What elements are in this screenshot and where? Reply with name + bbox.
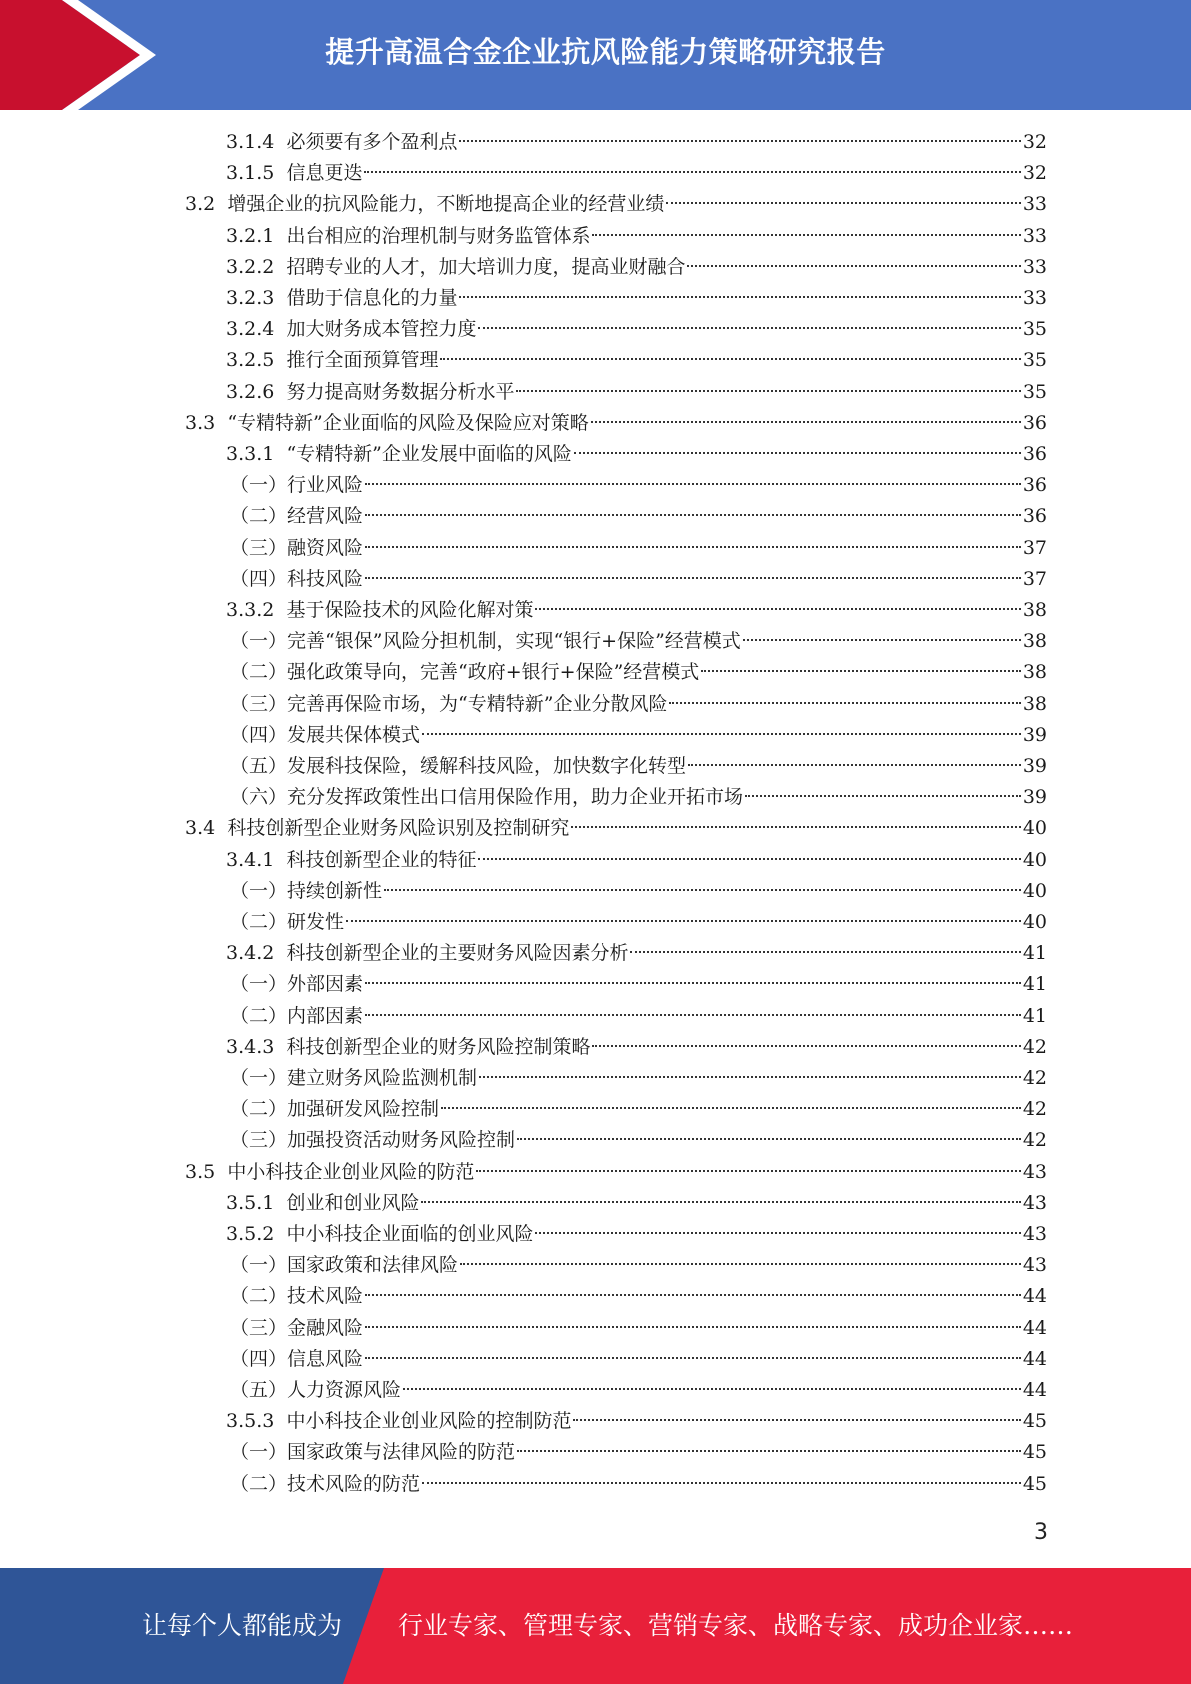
toc-dot-leader bbox=[476, 1169, 1020, 1172]
toc-entry-number: （二） bbox=[230, 911, 288, 933]
toc-entry-title: 努力提高财务数据分析水平 bbox=[286, 380, 515, 403]
toc-entry[interactable] bbox=[226, 595, 1047, 626]
toc-entry-number: 3.1.4 bbox=[226, 131, 275, 153]
toc-entry-number: 3.2.6 bbox=[226, 380, 275, 403]
toc-dot-leader bbox=[479, 1075, 1021, 1078]
toc-entry-number: 3.2.3 bbox=[226, 287, 275, 309]
toc-entry-number: （二） bbox=[230, 1472, 288, 1495]
toc-entry-title: 招聘专业的人才，加大培训力度，提高业财融合 bbox=[286, 255, 686, 278]
toc-entry-title: 完善“银保”风险分担机制，实现“银行+保险”经营模式 bbox=[287, 630, 741, 653]
toc-entry[interactable] bbox=[185, 189, 1047, 220]
toc-entry[interactable] bbox=[230, 564, 1047, 595]
toc-entry-title: 推行全面预算管理 bbox=[286, 349, 439, 372]
toc-entry-number: 3.4.3 bbox=[226, 1035, 275, 1058]
toc-entry[interactable] bbox=[230, 969, 1047, 1000]
toc-entry-title: 信息风险 bbox=[287, 1347, 364, 1370]
toc-entry-title: 国家政策与法律风险的防范 bbox=[287, 1441, 516, 1464]
toc-entry-number: （四） bbox=[230, 723, 288, 746]
toc-entry-page: 38 bbox=[1022, 692, 1047, 715]
toc-dot-leader bbox=[535, 1231, 1020, 1234]
toc-dot-leader bbox=[459, 139, 1020, 142]
toc-entry[interactable] bbox=[226, 221, 1047, 252]
toc-entry-number: 3.2.2 bbox=[226, 255, 275, 278]
toc-dot-leader bbox=[743, 638, 1021, 641]
toc-entry[interactable] bbox=[226, 439, 1047, 470]
toc-entry-page: 42 bbox=[1022, 1035, 1047, 1058]
toc-entry-page: 37 bbox=[1022, 536, 1047, 559]
toc-entry[interactable] bbox=[230, 876, 1047, 907]
toc-entry[interactable] bbox=[230, 1250, 1047, 1281]
toc-entry-page: 36 bbox=[1022, 411, 1047, 434]
toc-dot-leader bbox=[365, 545, 1021, 548]
toc-dot-leader bbox=[669, 701, 1020, 704]
toc-entry[interactable] bbox=[230, 689, 1047, 720]
toc-entry[interactable] bbox=[230, 657, 1047, 688]
toc-entry-title: 借助于信息化的力量 bbox=[286, 287, 458, 309]
toc-entry-page: 41 bbox=[1022, 942, 1047, 965]
toc-entry[interactable] bbox=[230, 1344, 1047, 1375]
toc-entry-number: （五） bbox=[230, 755, 288, 777]
toc-entry-page: 42 bbox=[1022, 1098, 1047, 1121]
toc-entry-title: 人力资源风险 bbox=[287, 1379, 402, 1401]
toc-dot-leader bbox=[365, 513, 1021, 516]
toc-dot-leader bbox=[701, 669, 1021, 672]
document-title: 提升高温合金企业抗风险能力策略研究报告 bbox=[325, 34, 886, 69]
toc-dot-leader bbox=[517, 1137, 1021, 1140]
toc-entry-page: 35 bbox=[1022, 380, 1047, 403]
toc-dot-leader bbox=[441, 1106, 1021, 1109]
toc-entry-number: 3.3.1 bbox=[226, 443, 275, 465]
toc-dot-leader bbox=[365, 981, 1021, 984]
toc-entry-page: 33 bbox=[1022, 224, 1047, 247]
toc-entry-page: 33 bbox=[1022, 193, 1047, 216]
toc-entry-title: 金融风险 bbox=[287, 1316, 364, 1339]
toc-entry-page: 32 bbox=[1022, 162, 1047, 185]
toc-entry-page: 43 bbox=[1022, 1160, 1047, 1183]
toc-entry-title: 必须要有多个盈利点 bbox=[286, 131, 458, 153]
toc-entry-page: 33 bbox=[1022, 287, 1047, 309]
toc-entry-number: （一） bbox=[230, 474, 288, 497]
toc-dot-leader bbox=[592, 1044, 1020, 1047]
toc-entry-title: 技术风险的防范 bbox=[287, 1472, 421, 1495]
toc-entry-number: 3.1.5 bbox=[226, 162, 275, 185]
toc-dot-leader bbox=[745, 794, 1021, 797]
toc-entry-title: 国家政策和法律风险 bbox=[287, 1254, 459, 1277]
toc-entry-number: 3.2.1 bbox=[226, 224, 275, 247]
toc-entry-number: 3.3.2 bbox=[226, 599, 275, 621]
toc-dot-leader bbox=[403, 1387, 1021, 1390]
toc-entry[interactable] bbox=[185, 408, 1047, 439]
toc-entry[interactable] bbox=[226, 283, 1047, 314]
toc-entry[interactable] bbox=[230, 501, 1047, 532]
toc-entry-page: 35 bbox=[1022, 318, 1047, 341]
toc-dot-leader bbox=[591, 420, 1021, 423]
toc-entry-number: （三） bbox=[230, 1129, 288, 1152]
toc-dot-leader bbox=[574, 451, 1021, 454]
toc-entry-number: 3.4.1 bbox=[226, 848, 275, 871]
footer-slogan-left: 让每个人都能成为 bbox=[142, 1611, 343, 1640]
toc-entry-title: 外部因素 bbox=[287, 973, 364, 996]
toc-dot-leader bbox=[688, 763, 1021, 766]
toc-entry-page: 32 bbox=[1022, 131, 1047, 153]
page-header bbox=[0, 0, 1191, 110]
page-number: 3 bbox=[1034, 1520, 1048, 1545]
toc-dot-leader bbox=[364, 170, 1020, 173]
toc-dot-leader bbox=[687, 264, 1020, 267]
toc-entry-page: 41 bbox=[1022, 1004, 1047, 1027]
toc-dot-leader bbox=[422, 732, 1021, 735]
toc-entry-number: 3.5 bbox=[185, 1160, 216, 1183]
toc-entry-title: 出台相应的治理机制与财务监管体系 bbox=[286, 224, 591, 247]
toc-entry-page: 41 bbox=[1022, 973, 1047, 996]
toc-entry-page: 35 bbox=[1022, 349, 1047, 372]
toc-entry[interactable] bbox=[185, 813, 1047, 844]
toc-entry[interactable] bbox=[230, 1375, 1047, 1406]
toc-entry-title: 中小科技企业创业风险的控制防范 bbox=[286, 1410, 572, 1433]
toc-entry-number: （三） bbox=[230, 692, 288, 715]
toc-entry[interactable] bbox=[226, 845, 1047, 876]
toc-entry-title: 持续创新性 bbox=[287, 879, 383, 902]
toc-dot-leader bbox=[460, 1262, 1021, 1265]
toc-entry[interactable] bbox=[226, 1219, 1047, 1250]
toc-entry[interactable] bbox=[230, 1094, 1047, 1125]
toc-entry-title: 增强企业的抗风险能力，不断地提高企业的经营业绩 bbox=[227, 193, 665, 216]
toc-dot-leader bbox=[365, 1356, 1021, 1359]
footer-slogan-right: 行业专家、管理专家、营销专家、战略专家、成功企业家…… bbox=[398, 1611, 1074, 1640]
toc-entry-title: 内部因素 bbox=[287, 1004, 364, 1027]
toc-entry[interactable] bbox=[226, 345, 1047, 376]
toc-entry-number: 3.2 bbox=[185, 193, 216, 216]
toc-entry[interactable] bbox=[226, 314, 1047, 345]
toc-dot-leader bbox=[365, 1325, 1021, 1328]
toc-entry[interactable] bbox=[185, 1157, 1047, 1188]
toc-entry-number: 3.2.4 bbox=[226, 318, 275, 341]
toc-dot-leader bbox=[516, 389, 1020, 392]
toc-entry-title: 中小科技企业面临的创业风险 bbox=[286, 1223, 534, 1245]
toc-entry[interactable] bbox=[230, 1313, 1047, 1344]
toc-entry[interactable] bbox=[226, 252, 1047, 283]
toc-dot-leader bbox=[592, 233, 1020, 236]
toc-entry-number: 3.5.2 bbox=[226, 1223, 275, 1245]
toc-entry-number: （五） bbox=[230, 1379, 288, 1401]
toc-entry-title: 发展科技保险，缓解科技风险，加快数字化转型 bbox=[287, 755, 687, 777]
toc-entry-number: （一） bbox=[230, 1441, 288, 1464]
toc-dot-leader bbox=[421, 1200, 1020, 1203]
toc-entry-title: 充分发挥政策性出口信用保险作用，助力企业开拓市场 bbox=[287, 786, 744, 809]
toc-entry-page: 36 bbox=[1022, 443, 1047, 465]
toc-entry-page: 44 bbox=[1022, 1379, 1047, 1401]
toc-entry-page: 43 bbox=[1022, 1254, 1047, 1277]
toc-entry-page: 38 bbox=[1022, 661, 1047, 684]
toc-dot-leader bbox=[535, 607, 1020, 610]
toc-dot-leader bbox=[478, 326, 1020, 329]
toc-entry-page: 33 bbox=[1022, 255, 1047, 278]
toc-entry-title: 科技创新型企业的财务风险控制策略 bbox=[286, 1035, 591, 1058]
toc-entry-page: 37 bbox=[1022, 567, 1047, 590]
toc-entry-page: 44 bbox=[1022, 1316, 1047, 1339]
toc-dot-leader bbox=[365, 576, 1021, 579]
toc-entry-number: （四） bbox=[230, 567, 288, 590]
toc-entry-title: 信息更迭 bbox=[286, 162, 363, 185]
toc-entry-title: 技术风险 bbox=[287, 1285, 364, 1308]
toc-dot-leader bbox=[459, 295, 1020, 298]
toc-entry-title: “专精特新”企业发展中面临的风险 bbox=[286, 443, 572, 465]
toc-entry-number: 3.5.3 bbox=[226, 1410, 275, 1433]
toc-entry-page: 45 bbox=[1022, 1441, 1047, 1464]
toc-entry[interactable] bbox=[230, 751, 1047, 782]
toc-entry[interactable] bbox=[230, 1469, 1047, 1500]
toc-dot-leader bbox=[573, 1418, 1020, 1421]
toc-entry-title: 经营风险 bbox=[287, 505, 364, 528]
toc-entry[interactable] bbox=[226, 1032, 1047, 1063]
toc-entry[interactable] bbox=[230, 1125, 1047, 1156]
toc-entry-number: （六） bbox=[230, 786, 288, 809]
toc-entry[interactable] bbox=[230, 720, 1047, 751]
toc-dot-leader bbox=[630, 950, 1020, 953]
toc-entry[interactable] bbox=[226, 127, 1047, 158]
toc-entry-title: 研发性 bbox=[287, 911, 345, 933]
toc-entry[interactable] bbox=[230, 1063, 1047, 1094]
toc-dot-leader bbox=[384, 888, 1021, 891]
toc-entry[interactable] bbox=[230, 626, 1047, 657]
toc-entry-page: 40 bbox=[1022, 911, 1047, 933]
toc-entry-page: 45 bbox=[1022, 1410, 1047, 1433]
toc-entry[interactable] bbox=[230, 1001, 1047, 1032]
toc-entry-title: 加强研发风险控制 bbox=[287, 1098, 440, 1121]
toc-entry-title: 融资风险 bbox=[287, 536, 364, 559]
toc-entry-number: （二） bbox=[230, 1098, 288, 1121]
toc-entry-title: 发展共保体模式 bbox=[287, 723, 421, 746]
toc-dot-leader bbox=[422, 1481, 1021, 1484]
toc-entry[interactable] bbox=[230, 1281, 1047, 1312]
toc-entry-number: 3.2.5 bbox=[226, 349, 275, 372]
toc-dot-leader bbox=[666, 201, 1020, 204]
toc-dot-leader bbox=[365, 1293, 1021, 1296]
toc-entry-number: 3.4.2 bbox=[226, 942, 275, 965]
toc-entry-number: （一） bbox=[230, 879, 288, 902]
toc-entry[interactable] bbox=[226, 377, 1047, 408]
toc-entry-title: 基于保险技术的风险化解对策 bbox=[286, 599, 534, 621]
toc-entry[interactable] bbox=[230, 470, 1047, 501]
toc-entry[interactable] bbox=[226, 1406, 1047, 1437]
toc-entry-title: 强化政策导向，完善“政府+银行+保险”经营模式 bbox=[287, 661, 700, 684]
toc-entry-page: 39 bbox=[1022, 723, 1047, 746]
toc-entry-number: 3.3 bbox=[185, 411, 216, 434]
toc-entry-number: （一） bbox=[230, 1067, 288, 1089]
toc-entry-number: （二） bbox=[230, 1004, 288, 1027]
toc-dot-leader bbox=[478, 857, 1020, 860]
toc-entry-page: 42 bbox=[1022, 1067, 1047, 1089]
toc-entry-number: （一） bbox=[230, 630, 288, 653]
page-footer bbox=[0, 1568, 1191, 1684]
toc-entry-page: 44 bbox=[1022, 1285, 1047, 1308]
toc-dot-leader bbox=[440, 357, 1020, 360]
toc-entry-title: 行业风险 bbox=[287, 474, 364, 497]
toc-entry-number: 3.4 bbox=[185, 817, 216, 840]
toc-entry-title: 完善再保险市场，为“专精特新”企业分散风险 bbox=[287, 692, 668, 715]
toc-entry-number: （四） bbox=[230, 1347, 288, 1370]
toc-entry-title: 科技创新型企业的主要财务风险因素分析 bbox=[286, 942, 629, 965]
toc-entry-number: （二） bbox=[230, 661, 288, 684]
toc-dot-leader bbox=[517, 1449, 1021, 1452]
toc-entry[interactable] bbox=[226, 938, 1047, 969]
toc-dot-leader bbox=[346, 919, 1021, 922]
toc-entry[interactable] bbox=[230, 782, 1047, 813]
toc-entry[interactable] bbox=[226, 1188, 1047, 1219]
toc-entry-page: 39 bbox=[1022, 755, 1047, 777]
toc-entry-page: 38 bbox=[1022, 599, 1047, 621]
toc-entry[interactable] bbox=[230, 1437, 1047, 1468]
toc-entry-page: 38 bbox=[1022, 630, 1047, 653]
toc-entry-number: （一） bbox=[230, 1254, 288, 1277]
toc-entry-page: 40 bbox=[1022, 848, 1047, 871]
toc-entry[interactable] bbox=[230, 907, 1047, 938]
toc-entry-page: 43 bbox=[1022, 1191, 1047, 1214]
toc-entry-page: 40 bbox=[1022, 817, 1047, 840]
toc-entry-page: 43 bbox=[1022, 1223, 1047, 1245]
toc-entry-page: 40 bbox=[1022, 879, 1047, 902]
toc-dot-leader bbox=[365, 482, 1021, 485]
toc-entry-number: 3.5.1 bbox=[226, 1191, 275, 1214]
toc-entry-title: “专精特新”企业面临的风险及保险应对策略 bbox=[227, 411, 589, 434]
toc-entry-number: （二） bbox=[230, 1285, 288, 1308]
toc-entry-page: 45 bbox=[1022, 1472, 1047, 1495]
toc-entry-number: （三） bbox=[230, 1316, 288, 1339]
toc-entry-title: 科技风险 bbox=[287, 567, 364, 590]
toc-entry-title: 科技创新型企业财务风险识别及控制研究 bbox=[227, 817, 570, 840]
toc-entry-page: 39 bbox=[1022, 786, 1047, 809]
toc-entry-page: 44 bbox=[1022, 1347, 1047, 1370]
toc-dot-leader bbox=[365, 1013, 1021, 1016]
toc-entry[interactable] bbox=[226, 158, 1047, 189]
toc-entry-page: 42 bbox=[1022, 1129, 1047, 1152]
toc-entry[interactable] bbox=[230, 533, 1047, 564]
toc-entry-number: （三） bbox=[230, 536, 288, 559]
toc-entry-page: 36 bbox=[1022, 474, 1047, 497]
toc-entry-title: 科技创新型企业的特征 bbox=[286, 848, 477, 871]
toc-entry-title: 加大财务成本管控力度 bbox=[286, 318, 477, 341]
toc-entry-title: 中小科技企业创业风险的防范 bbox=[227, 1160, 475, 1183]
toc-entry-number: （二） bbox=[230, 505, 288, 528]
toc-entry-title: 加强投资活动财务风险控制 bbox=[287, 1129, 516, 1152]
toc-entry-page: 36 bbox=[1022, 505, 1047, 528]
toc-entry-number: （一） bbox=[230, 973, 288, 996]
toc-dot-leader bbox=[571, 825, 1020, 828]
toc-entry-title: 建立财务风险监测机制 bbox=[287, 1067, 478, 1089]
toc-entry-title: 创业和创业风险 bbox=[286, 1191, 420, 1214]
